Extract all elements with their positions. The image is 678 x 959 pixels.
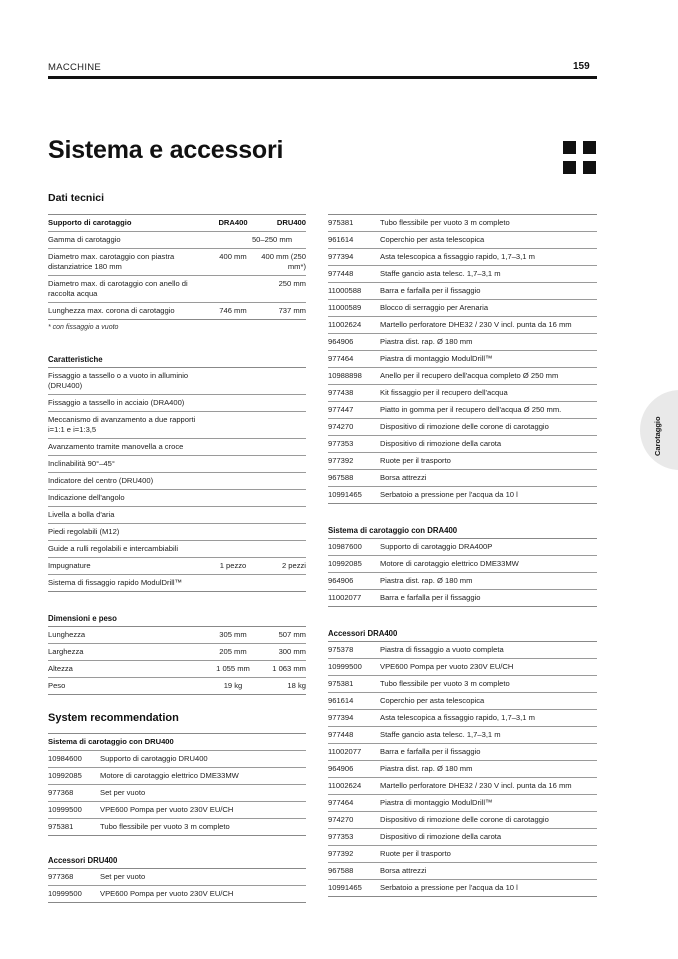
table-row: [48, 232, 306, 249]
table-header-row: [48, 734, 306, 751]
list-item: [48, 819, 306, 836]
list-item: [328, 573, 597, 590]
item-description: Tubo flessibile per vuoto 3 m completo: [380, 218, 510, 227]
item-code: 11000589: [328, 303, 362, 312]
system-dra-title: Sistema di carotaggio con DRA400: [328, 526, 458, 535]
item-code: 977447: [328, 405, 354, 414]
item-description: Asta telescopica a fissaggio rapido, 1,7–3,1 m: [380, 252, 535, 261]
table-row: [48, 456, 306, 473]
dimensions-table: [48, 626, 306, 695]
accessories-dra-title: Accessori DRA400: [328, 629, 398, 638]
row-value-dru: [258, 507, 306, 524]
item-code: 11002077: [328, 747, 362, 756]
table-row: [48, 661, 306, 678]
item-description: Motore di carotaggio elettrico DME33MW: [100, 771, 239, 780]
list-item: [328, 266, 597, 283]
row-value-dru: [258, 473, 306, 490]
table-row: [48, 473, 306, 490]
row-value-dru: 507 mm: [278, 630, 306, 639]
item-code: 10991465: [328, 490, 362, 499]
spec-value: 50–250 mm: [251, 235, 293, 244]
item-code: 974270: [328, 422, 354, 431]
row-value-dra: 1 055 mm: [216, 664, 250, 673]
table-row: [48, 395, 306, 412]
item-code: 10984600: [48, 754, 82, 763]
table-row: [48, 412, 306, 439]
row-label: Lunghezza: [48, 630, 86, 639]
item-code: 11002624: [328, 781, 362, 790]
list-item: [328, 453, 597, 470]
row-label: Indicatore del centro (DRU400): [48, 476, 154, 485]
list-item: [328, 368, 597, 385]
item-code: 10987600: [328, 542, 362, 551]
row-value-dru: [258, 368, 306, 395]
item-description: Set per vuoto: [100, 788, 146, 797]
row-value-dra: [208, 490, 258, 507]
row-value-dra: 1 pezzo: [219, 561, 247, 570]
header-rule: [48, 76, 597, 79]
list-item: [328, 300, 597, 317]
item-code: 977448: [328, 730, 354, 739]
item-description: Staffe gancio asta telesc. 1,7–3,1 m: [380, 730, 501, 739]
list-item: [328, 539, 597, 556]
row-label: Inclinabilità 90°–45°: [48, 459, 115, 468]
list-item: [328, 659, 597, 676]
row-label: Larghezza: [48, 647, 84, 656]
row-label: Impugnature: [48, 561, 91, 570]
item-code: 961614: [328, 235, 354, 244]
list-item: [328, 215, 597, 232]
table-row: [48, 249, 306, 276]
list-item: [328, 642, 597, 659]
item-code: 977464: [328, 798, 354, 807]
item-code: 977394: [328, 713, 354, 722]
item-code: 10992085: [48, 771, 82, 780]
row-value-dra: [208, 395, 258, 412]
item-description: Motore di carotaggio elettrico DME33MW: [380, 559, 519, 568]
item-code: 10988898: [328, 371, 362, 380]
list-item: [328, 385, 597, 402]
page-title: Sistema e accessori: [48, 136, 284, 164]
row-label: Altezza: [48, 664, 73, 673]
list-item: [328, 283, 597, 300]
row-value-dra: [208, 507, 258, 524]
specs-header-dru: DRU400: [276, 218, 306, 227]
dimensions-title: Dimensioni e peso: [48, 614, 117, 623]
item-description: VPE600 Pompa per vuoto 230V EU/CH: [380, 662, 514, 671]
table-row: [48, 303, 306, 320]
item-code: 977368: [48, 788, 74, 797]
item-description: Staffe gancio asta telesc. 1,7–3,1 m: [380, 269, 501, 278]
item-description: Tubo flessibile per vuoto 3 m completo: [380, 679, 510, 688]
item-description: Ruote per il trasporto: [380, 456, 451, 465]
list-item: [48, 886, 306, 903]
table-row: [48, 276, 306, 303]
item-code: 10999500: [48, 889, 82, 898]
row-label: Fissaggio a tassello o a vuoto in alluminio (DRU400): [48, 371, 189, 390]
item-code: 975381: [48, 822, 74, 831]
list-item: [328, 334, 597, 351]
list-item: [328, 812, 597, 829]
table-row: [48, 644, 306, 661]
row-label: Peso: [48, 681, 66, 690]
item-code: 977392: [328, 849, 354, 858]
list-item: [48, 785, 306, 802]
item-description: Supporto di carotaggio DRA400P: [380, 542, 493, 551]
table-row: [48, 558, 306, 575]
row-value-dru: 300 mm: [278, 647, 306, 656]
table-row: [48, 439, 306, 456]
accessories-dru-table-part1: [48, 868, 306, 903]
list-item: [48, 802, 306, 819]
item-description: Piastra di montaggio ModulDrill™: [380, 354, 493, 363]
list-item: [328, 249, 597, 266]
spec-label: Lunghezza max. corona di carotaggio: [48, 306, 175, 315]
item-description: Dispositivo di rimozione delle corone di carotaggio: [380, 815, 549, 824]
item-code: 11002624: [328, 320, 362, 329]
item-description: Coperchio per asta telescopica: [380, 696, 485, 705]
item-description: Borsa attrezzi: [380, 866, 427, 875]
item-code: 977464: [328, 354, 354, 363]
item-code: 10991465: [328, 883, 362, 892]
row-value-dru: [258, 490, 306, 507]
list-item: [328, 470, 597, 487]
item-code: 11000588: [328, 286, 362, 295]
list-item: [328, 795, 597, 812]
row-label: Sistema di fissaggio rapido ModulDrill™: [48, 578, 183, 587]
spec-value-dra: 746 mm: [219, 306, 247, 315]
left-column: [48, 214, 306, 903]
item-description: Dispositivo di rimozione delle corone di carotaggio: [380, 422, 549, 431]
specs-header-dra: DRA400: [218, 218, 248, 227]
item-description: Ruote per il trasporto: [380, 849, 451, 858]
row-value-dru: [258, 575, 306, 592]
row-value-dru: [258, 412, 306, 439]
item-description: Serbatoio a pressione per l'acqua da 10 l: [380, 490, 518, 499]
item-description: Barra e farfalla per il fissaggio: [380, 593, 481, 602]
item-description: Piastra dist. rap. Ø 180 mm: [380, 576, 473, 585]
table-row: [48, 678, 306, 695]
item-code: 975378: [328, 645, 354, 654]
item-description: Anello per il recupero dell'acqua completo Ø 250 mm: [380, 371, 559, 380]
features-table: [48, 367, 306, 592]
table-row: [48, 490, 306, 507]
list-item: [328, 880, 597, 897]
list-item: [328, 710, 597, 727]
item-description: Serbatoio a pressione per l'acqua da 10 l: [380, 883, 518, 892]
item-description: Barra e farfalla per il fissaggio: [380, 286, 481, 295]
row-value-dra: [208, 368, 258, 395]
section-subtitle: Dati tecnici: [48, 192, 105, 204]
spec-value-dra: 400 mm: [219, 252, 247, 261]
table-row: [48, 368, 306, 395]
list-item: [328, 727, 597, 744]
accessories-dru-table-part2: [328, 214, 597, 504]
item-code: 977392: [328, 456, 354, 465]
item-description: Coperchio per asta telescopica: [380, 235, 485, 244]
item-code: 964906: [328, 337, 354, 346]
section-label: MACCHINE: [48, 62, 102, 73]
spec-label: Diametro max. di carotaggio con anello di raccolta acqua: [48, 279, 188, 298]
item-code: 967588: [328, 866, 354, 875]
list-item: [328, 829, 597, 846]
row-value-dra: [208, 473, 258, 490]
table-row: [48, 627, 306, 644]
list-item: [328, 487, 597, 504]
list-item: [328, 317, 597, 334]
row-value-dra: 305 mm: [219, 630, 247, 639]
features-title: Caratteristiche: [48, 355, 103, 364]
list-item: [328, 744, 597, 761]
row-label: Avanzamento tramite manovella a croce: [48, 442, 184, 451]
list-item: [48, 869, 306, 886]
item-description: Piatto in gomma per il recupero dell'acqua Ø 250 mm.: [380, 405, 562, 414]
table-row: [48, 575, 306, 592]
item-code: 977438: [328, 388, 354, 397]
item-description: Piastra dist. rap. Ø 180 mm: [380, 764, 473, 773]
item-description: Barra e farfalla per il fissaggio: [380, 747, 481, 756]
row-value-dru: 18 kg: [287, 681, 306, 690]
item-code: 977353: [328, 439, 354, 448]
item-code: 10999500: [328, 662, 362, 671]
right-column: [328, 214, 597, 897]
list-item: [328, 232, 597, 249]
row-label: Meccanismo di avanzamento a due rapporti i=1:1 e i=1:3,5: [48, 415, 196, 434]
list-item: [328, 590, 597, 607]
item-description: Set per vuoto: [100, 872, 146, 881]
item-description: Martello perforatore DHE32 / 230 V incl. punta da 16 mm: [380, 781, 572, 790]
list-item: [328, 761, 597, 778]
list-item: [328, 863, 597, 880]
item-description: Borsa attrezzi: [380, 473, 427, 482]
item-description: Supporto di carotaggio DRU400: [100, 754, 208, 763]
spec-value-dru: 400 mm (250 mm*): [261, 252, 306, 271]
list-item: [328, 419, 597, 436]
side-tab-label: Carotaggio: [653, 416, 662, 456]
item-description: Piastra di montaggio ModulDrill™: [380, 798, 493, 807]
list-item: [48, 768, 306, 785]
specs-header-row: [48, 215, 306, 232]
item-description: Martello perforatore DHE32 / 230 V incl. punta da 16 mm: [380, 320, 572, 329]
item-description: Dispositivo di rimozione della carota: [380, 832, 502, 841]
footnote: * con fissaggio a vuoto: [48, 324, 119, 331]
item-description: VPE600 Pompa per vuoto 230V EU/CH: [100, 805, 234, 814]
spec-value-dru: 250 mm: [278, 279, 306, 288]
list-item: [328, 676, 597, 693]
specs-header-label: Supporto di carotaggio: [48, 218, 132, 227]
row-value-dru: 1 063 mm: [272, 664, 306, 673]
row-value-dru: [258, 395, 306, 412]
spec-label: Gamma di carotaggio: [48, 235, 121, 244]
item-description: Piastra di fissaggio a vuoto completa: [380, 645, 504, 654]
item-code: 977368: [48, 872, 74, 881]
item-code: 974270: [328, 815, 354, 824]
row-value-dru: 2 pezzi: [281, 561, 306, 570]
list-item: [328, 402, 597, 419]
system-dra-table: [328, 538, 597, 607]
item-description: Dispositivo di rimozione della carota: [380, 439, 502, 448]
list-item: [328, 693, 597, 710]
item-code: 964906: [328, 764, 354, 773]
item-description: VPE600 Pompa per vuoto 230V EU/CH: [100, 889, 234, 898]
row-value-dra: [208, 412, 258, 439]
accessories-dra-table: [328, 641, 597, 897]
system-dru-table: [48, 733, 306, 836]
item-code: 977394: [328, 252, 354, 261]
row-value-dru: [258, 439, 306, 456]
page-number: 159: [573, 61, 590, 72]
spec-label: Diametro max. carotaggio con piastra distanziatrice 180 mm: [48, 252, 175, 271]
recommendation-title: System recommendation: [48, 712, 179, 724]
item-code: 975381: [328, 218, 354, 227]
row-label: Indicazione dell'angolo: [48, 493, 125, 502]
row-value-dra: 205 mm: [219, 647, 247, 656]
item-code: 11002077: [328, 593, 362, 602]
list-item: [328, 846, 597, 863]
row-label: Livella a bolla d'aria: [48, 510, 115, 519]
row-value-dru: [258, 541, 306, 558]
row-label: Fissaggio a tassello in acciaio (DRA400): [48, 398, 185, 407]
item-code: 964906: [328, 576, 354, 585]
list-item: [328, 436, 597, 453]
row-value-dra: 19 kg: [223, 681, 243, 690]
item-description: Piastra dist. rap. Ø 180 mm: [380, 337, 473, 346]
table-row: [48, 507, 306, 524]
item-description: Blocco di serraggio per Arenaria: [380, 303, 489, 312]
item-description: Asta telescopica a fissaggio rapido, 1,7–3,1 m: [380, 713, 535, 722]
spec-value-dra: [208, 276, 258, 303]
item-code: 967588: [328, 473, 354, 482]
spec-value-dru: 737 mm: [278, 306, 306, 315]
accessories-dru-title: Accessori DRU400: [48, 856, 118, 865]
item-code: 977448: [328, 269, 354, 278]
list-item: [328, 351, 597, 368]
list-item: [328, 778, 597, 795]
item-code: 10992085: [328, 559, 362, 568]
grid-icon: [563, 141, 597, 175]
row-value-dra: [208, 456, 258, 473]
item-description: Kit fissaggio per il recupero dell'acqua: [380, 388, 508, 397]
item-code: 975381: [328, 679, 354, 688]
specs-table: [48, 214, 306, 320]
row-value-dra: [208, 575, 258, 592]
table-row: [48, 524, 306, 541]
row-value-dru: [258, 524, 306, 541]
item-code: 10999500: [48, 805, 82, 814]
row-value-dru: [258, 456, 306, 473]
item-code: 961614: [328, 696, 354, 705]
row-label: Guide a rulli regolabili e intercambiabili: [48, 544, 179, 553]
table-header: Sistema di carotaggio con DRU400: [48, 737, 174, 746]
row-value-dra: [208, 524, 258, 541]
list-item: [328, 556, 597, 573]
table-row: [48, 541, 306, 558]
row-value-dra: [208, 439, 258, 456]
list-item: [48, 751, 306, 768]
item-description: Tubo flessibile per vuoto 3 m completo: [100, 822, 230, 831]
row-value-dra: [208, 541, 258, 558]
row-label: Piedi regolabili (M12): [48, 527, 120, 536]
item-code: 977353: [328, 832, 354, 841]
